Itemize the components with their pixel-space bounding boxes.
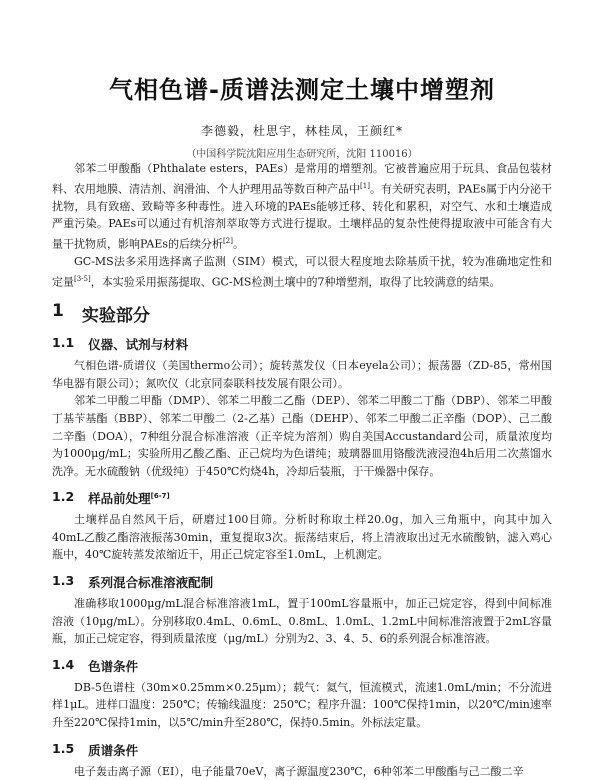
citation-6-7: [6-7]: [150, 492, 170, 501]
subsection-heading-1-2: 1.2 样品前处理[6-7]: [52, 489, 170, 507]
paragraph-1-2: 土壤样品自然风干后，研磨过100目筛。分析时称取土样20.0g，加入三角瓶中，向其中加入40mL乙酸乙酯溶液振荡30min，重复提取3次。振荡结束后，将上清液取出过无水硫酸钠，滤入鸡心瓶中，40℃旋转蒸发浓缩近干，用正己烷定容至1.0mL，上机测定。: [52, 513, 552, 562]
citation-3-5: [3-5]: [74, 274, 91, 283]
paragraph-1-3: 准确移取1000μg/mL混合标准溶液1mL，置于100mL容量瓶中，加正己烷定容，得到中间标准溶液（10μg/mL）。分别移取0.4mL、0.6mL、0.8mL、1.0mL、1.2mL中间标准溶液置于2mL容量瓶，加正己烷定容，得到质量浓度（μg/mL）分别为2、3、4、5、6的系列混合标准溶液。: [52, 597, 552, 646]
affiliation: （中国科学院沈阳应用生态研究所，沈阳 110016）: [186, 149, 418, 160]
section-heading-1: 1 实验部分: [52, 301, 150, 327]
paragraph-1-4: DB-5色谱柱（30m×0.25mm×0.25μm）；载气：氦气，恒流模式，流速1.0mL/min；不分流进样1μL。进样口温度：250℃；传输线温度：250℃；程序升温：100℃保持1min，以20℃/min速率升至220℃保持1min，以5℃/min升至280℃，保持0.5min。外标法定量。: [52, 680, 552, 730]
subsection-heading-1-4: 1.4 色谱条件: [52, 656, 139, 674]
author-list: 李德毅，杜思宇，林桂凤，王颜红*: [200, 124, 403, 138]
intro-paragraph-2: GC-MS法多采用选择离子监测（SIM）模式，可以很大程度地去除基质干扰，较为准确地定性和定量[3-5]，本实验采用振荡提取、GC-MS检测土壤中的7种增塑剂，取得了比较满意的结果。: [52, 255, 552, 289]
citation-1: [1]: [360, 181, 370, 190]
subsection-heading-1-1: 1.1 仪器、试剂与材料: [52, 335, 189, 353]
paper-title: 气相色谱-质谱法测定土壤中增塑剂: [109, 76, 495, 104]
paragraph-1-1-b: 邻苯二甲酸二甲酯（DMP）、邻苯二甲酸二乙酯（DEP）、邻苯二甲酸二丁酯（DBP）、邻苯二甲酸丁基苄基酯（BBP）、邻苯二甲酸二（2-乙基）己酯（DEHP）、邻苯二甲酸二正辛酯（DOP）、己二酸二辛酯（DOA），7种组分混合标准溶液（正辛烷为溶剂）购自美国Accustandard公司，质量浓度均为1000μg/mL；实验所用乙酸乙酯、正己烷均为色谱纯；玻璃器皿用铬酸洗液浸泡4h后用二次蒸馏水洗净。无水硫酸钠（优级纯）于450℃灼烧4h，冷却后装瓶，于干燥器中保存。: [52, 394, 552, 478]
subsection-heading-1-5: 1.5 质谱条件: [52, 740, 139, 758]
subsection-heading-1-3: 1.3 系列混合标准溶液配制: [52, 573, 214, 591]
intro-paragraph-1: 邻苯二甲酸酯（Phthalate esters，PAEs）是常用的增塑剂。它被普遍应用于玩具、食品包装材料、农用地膜、清洁剂、润滑油、个人护理用品等数百种产品中[1]。有关研究表明，PAEs属于内分泌干扰物，具有致癌、致畸等多种毒性。进入环境的PAEs能够迁移、转化和累积，对空气、水和土壤造成严重污染。PAEs可以通过有机溶剂萃取等方式进行提取。土壤样品的复杂性使得提取液中可能含有大量干扰物质，影响PAEs的后续分析[2]。: [52, 162, 552, 251]
citation-2: [2]: [223, 237, 233, 246]
paragraph-1-5: 电子轰击离子源（EI），电子能量70eV，离子源温度230℃，6种邻苯二甲酸酯与己二酸二辛: [74, 764, 524, 778]
paragraph-1-1-a: 气相色谱-质谱仪（美国thermo公司）；旋转蒸发仪（日本eyela公司）；振荡器（ZD-85，常州国华电器有限公司）；氮吹仪（北京同泰联科技发展有限公司）。: [52, 359, 552, 390]
